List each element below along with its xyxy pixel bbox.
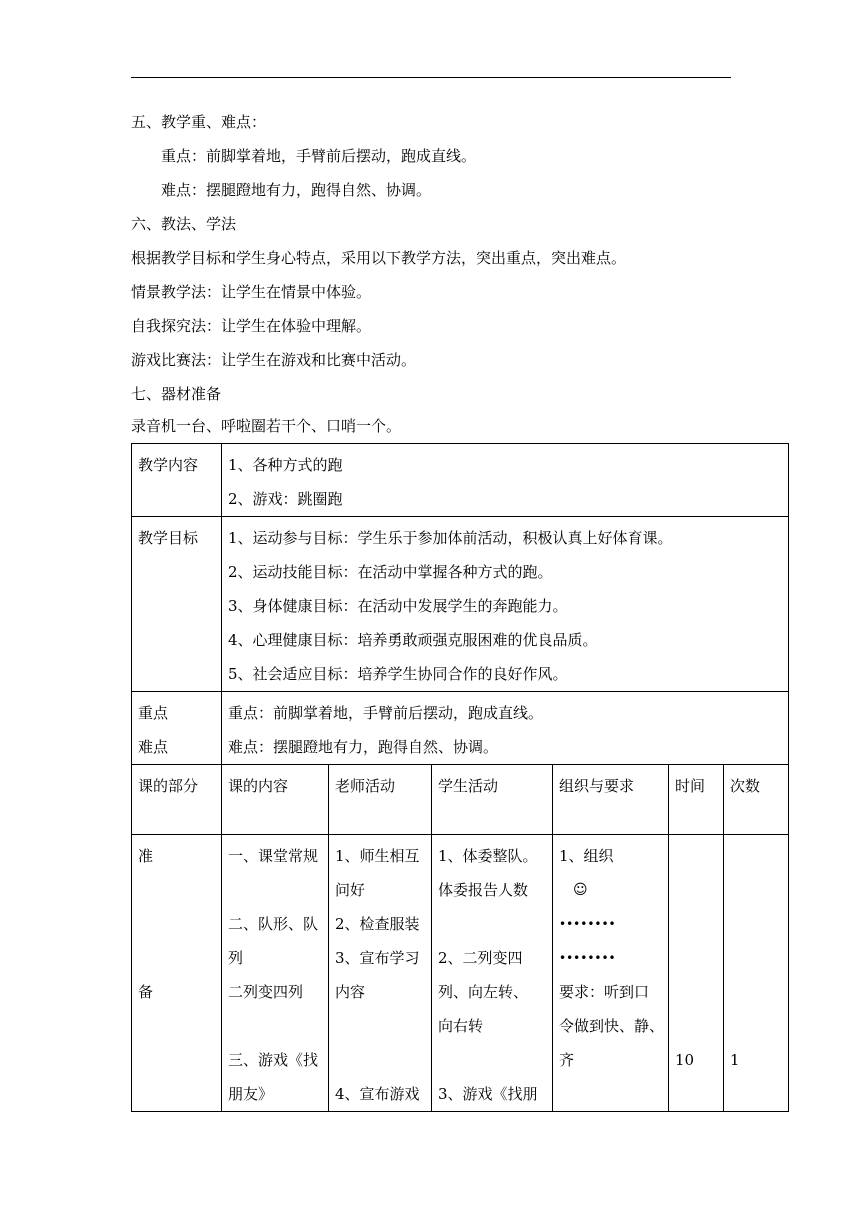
kd-cell <box>222 692 789 765</box>
goal-item: 5、社会适应目标：培养学生协同合作的良好作风。 <box>228 665 568 683</box>
prep-org-req: 令做到快、静、 <box>559 1017 665 1035</box>
prep-teacher-line: 4、宣布游戏 <box>335 1085 420 1103</box>
goal-item: 2、运动技能目标：在活动中掌握各种方式的跑。 <box>228 563 553 581</box>
prep-teacher-line: 内容 <box>335 983 366 1001</box>
section-7-items: 录音机一台、呼啦圈若干个、口哨一个。 <box>131 417 402 435</box>
prep-part-cell <box>132 835 222 1112</box>
goals-cell <box>222 517 789 692</box>
content-item: 1、各种方式的跑 <box>228 456 343 474</box>
prep-count-cell <box>724 835 789 1112</box>
content-label-cell <box>132 444 222 517</box>
header-part: 课的部分 <box>132 765 222 835</box>
prep-org-cell <box>553 835 669 1112</box>
smiley-icon: ☺ <box>573 882 588 898</box>
kd-label-key: 重点 <box>138 704 169 722</box>
header-time: 时间 <box>669 765 724 835</box>
goal-item: 1、运动参与目标：学生乐于参加体前活动，积极认真上好体育课。 <box>228 529 673 547</box>
goal-item: 3、身体健康目标：在活动中发展学生的奔跑能力。 <box>228 597 568 615</box>
prep-teacher-line: 2、检查服装 <box>335 915 420 933</box>
prep-content-line: 二列变四列 <box>228 983 304 1001</box>
table-row-goals <box>132 517 789 692</box>
kd-label-diff: 难点 <box>138 738 169 756</box>
goals-label: 教学目标 <box>138 529 199 547</box>
header-count: 次数 <box>724 765 789 835</box>
prep-student-line: 列、向左转、 <box>438 983 529 1001</box>
header-student: 学生活动 <box>432 765 553 835</box>
method-situational: 情景教学法：让学生在情景中体验。 <box>131 283 372 301</box>
prep-content-line: 三、游戏《找 <box>228 1051 319 1069</box>
content-cell <box>222 444 789 517</box>
prep-teacher-line: 3、宣布学习 <box>335 949 420 967</box>
header-teacher: 老师活动 <box>329 765 432 835</box>
section-6-title: 六、教法、学法 <box>131 215 237 233</box>
prep-org-req: 齐 <box>559 1051 575 1069</box>
header-content: 课的内容 <box>222 765 329 835</box>
table-row-key-difficulty <box>132 692 789 765</box>
prep-content-line: 一、课堂常规 <box>228 847 319 865</box>
prep-part-2: 备 <box>138 983 154 1001</box>
prep-org-title: 1、组织 <box>559 847 614 865</box>
content-item: 2、游戏：跳圈跑 <box>228 490 343 508</box>
section-6-intro: 根据教学目标和学生身心特点，采用以下教学方法，突出重点，突出难点。 <box>131 249 627 267</box>
section-5-title: 五、教学重、难点： <box>131 113 267 131</box>
prep-content-cell <box>222 835 329 1112</box>
prep-student-line: 体委报告人数 <box>438 881 529 899</box>
prep-org-req: 要求：听到口 <box>559 983 650 1001</box>
prep-student-line: 向右转 <box>438 1017 484 1035</box>
prep-teacher-line: 问好 <box>335 881 366 899</box>
formation-dots-row-2: •••••••• <box>559 951 616 965</box>
prep-student-cell <box>432 835 553 1112</box>
prep-time-cell <box>669 835 724 1112</box>
prep-teacher-cell <box>329 835 432 1112</box>
section-5-difficulty: 难点：摆腿蹬地有力，跑得自然、协调。 <box>161 181 432 199</box>
prep-student-line: 3、游戏《找朋 <box>438 1085 538 1103</box>
prep-count: 1 <box>730 1051 740 1069</box>
table-row-content <box>132 444 789 517</box>
goal-item: 4、心理健康目标：培养勇敢顽强克服困难的优良品质。 <box>228 631 598 649</box>
header-organization: 组织与要求 <box>553 765 669 835</box>
goals-label-cell <box>132 517 222 692</box>
table-row-prep <box>132 835 789 1112</box>
kd-label-cell <box>132 692 222 765</box>
prep-student-line: 2、二列变四 <box>438 949 523 967</box>
section-7-title: 七、器材准备 <box>131 385 222 403</box>
section-5-key-point: 重点：前脚掌着地，手臂前后摆动，跑成直线。 <box>161 147 477 165</box>
prep-student-line: 1、体委整队。 <box>438 847 538 865</box>
method-game: 游戏比赛法：让学生在游戏和比赛中活动。 <box>131 351 417 369</box>
formation-dots-row-1: •••••••• <box>559 917 616 931</box>
lesson-table <box>131 443 789 1112</box>
prep-content-line: 列 <box>228 949 244 967</box>
header-rule <box>131 77 731 78</box>
kd-diff: 难点：摆腿蹬地有力，跑得自然、协调。 <box>228 738 499 756</box>
prep-content-line: 二、队形、队 <box>228 915 319 933</box>
prep-part-1: 准 <box>138 847 154 865</box>
prep-time: 10 <box>675 1051 695 1069</box>
method-exploration: 自我探究法：让学生在体验中理解。 <box>131 317 372 335</box>
content-label: 教学内容 <box>138 456 199 474</box>
table-header-row <box>132 765 789 835</box>
prep-teacher-line: 1、师生相互 <box>335 847 420 865</box>
prep-content-line: 朋友》 <box>228 1085 274 1103</box>
kd-key: 重点：前脚掌着地，手臂前后摆动，跑成直线。 <box>228 704 544 722</box>
